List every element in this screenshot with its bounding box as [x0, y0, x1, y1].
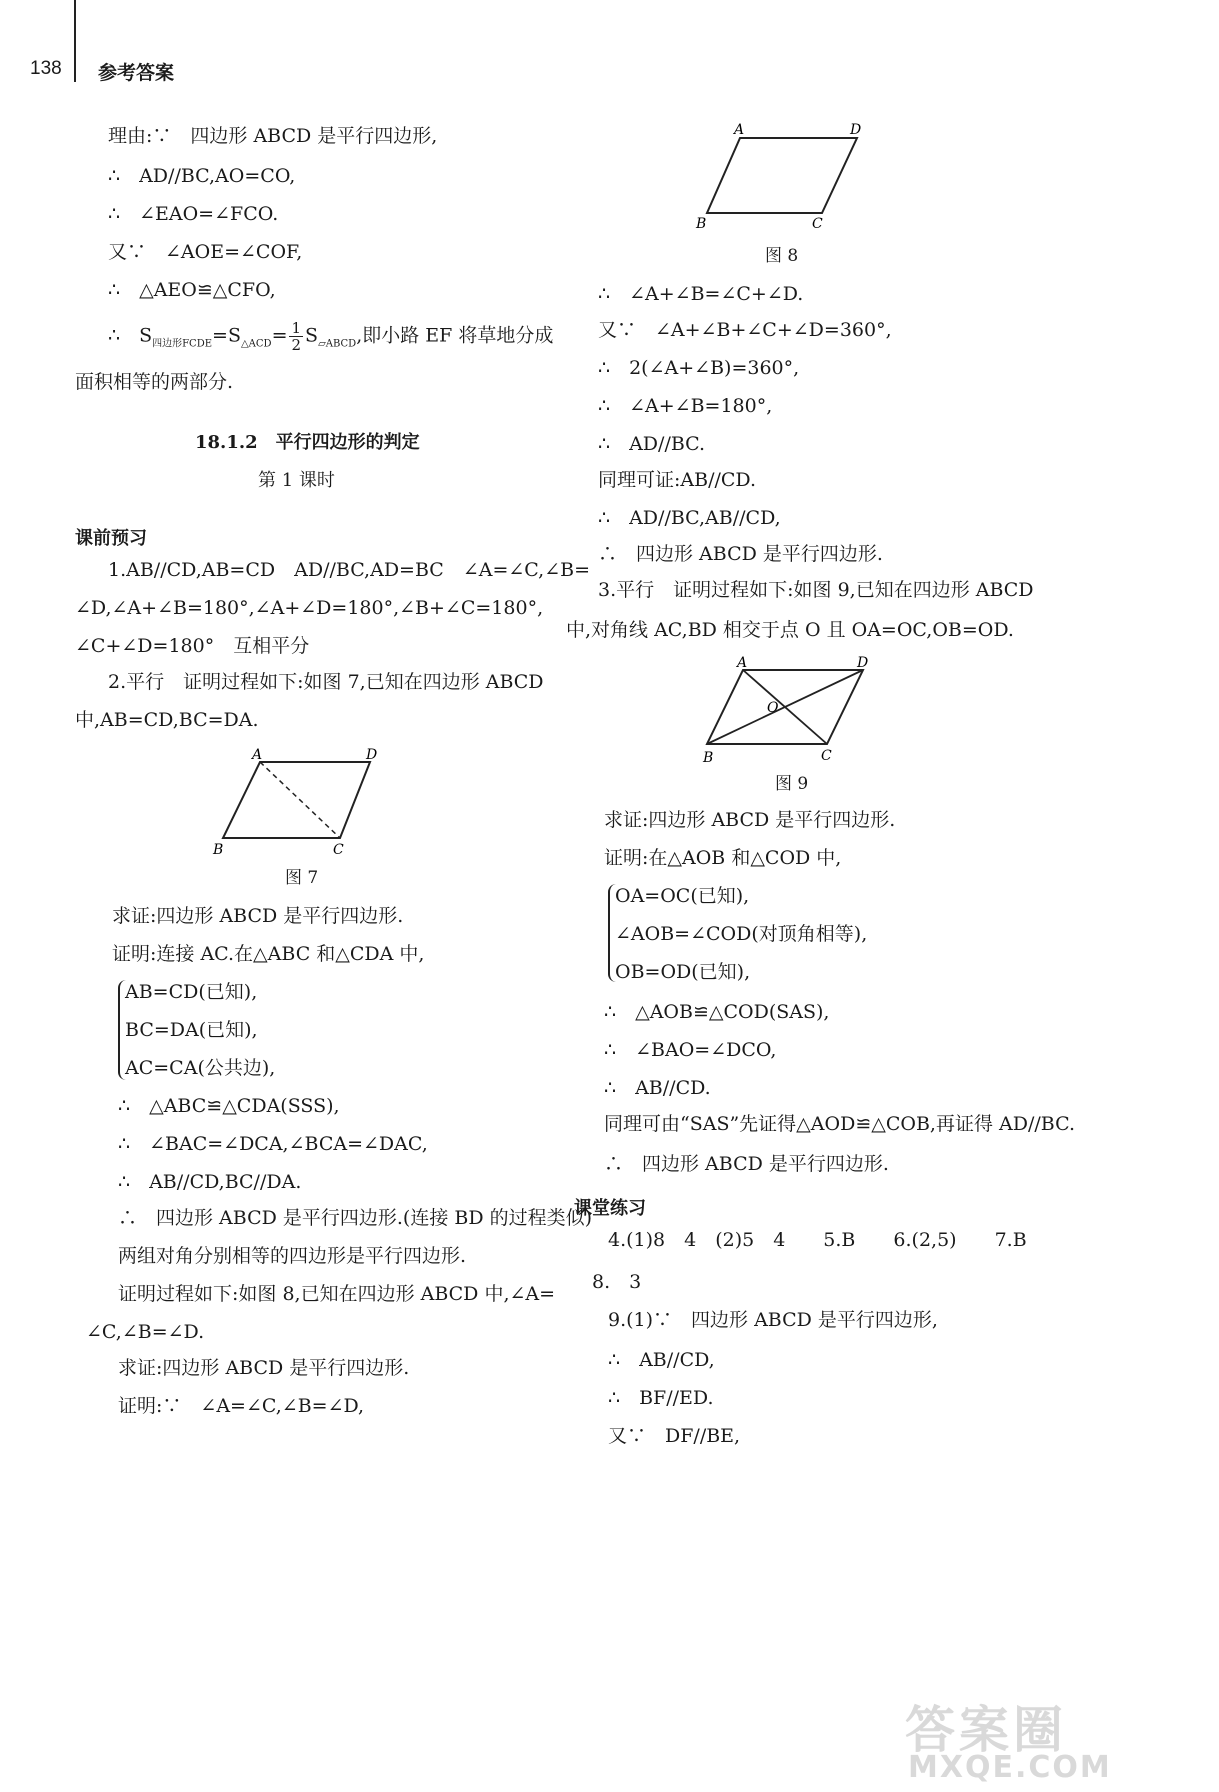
brace-line: OB=OD(已知),: [615, 961, 751, 983]
label-o: O: [767, 700, 779, 716]
figure-caption: 图 7: [285, 868, 319, 888]
text-line: ∴ 四边形 ABCD 是平行四边形.: [604, 1153, 889, 1175]
watermark-url: MXQE.COM: [908, 1750, 1112, 1785]
brace-line: AC=CA(公共边),: [125, 1057, 276, 1079]
text-line: 证明:在△AOB 和△COD 中,: [604, 847, 842, 869]
text-line: ∴ △AEO≌△CFO,: [108, 279, 276, 301]
text-line: 8. 3: [592, 1271, 642, 1293]
text-line: 9.(1)∵ 四边形 ABCD 是平行四边形,: [608, 1309, 938, 1331]
text-line: ∠C+∠D=180° 互相平分: [75, 635, 310, 657]
formula-part: ,即小路 EF 将草地分成: [356, 324, 554, 347]
text-line: 求证:四边形 ABCD 是平行四边形.: [118, 1357, 410, 1379]
text-line: 1.AB//CD,AB=CD AD//BC,AD=BC ∠A=∠C,∠B=: [108, 559, 591, 581]
formula-part: =S: [212, 324, 241, 347]
watermark-logo: 答案圈: [905, 1701, 1067, 1759]
text-line: ∴ AD//BC,AO=CO,: [108, 165, 296, 187]
text-line: 又∵ ∠AOE=∠COF,: [108, 241, 303, 263]
text-line: 又∵ ∠A+∠B+∠C+∠D=360°,: [598, 319, 892, 341]
text-line: 证明:∵ ∠A=∠C,∠B=∠D,: [118, 1395, 365, 1417]
figure-caption: 图 8: [765, 246, 799, 266]
text-line: ∴ ∠BAO=∠DCO,: [604, 1039, 777, 1061]
parallelogram: [223, 762, 370, 838]
text-line: ∴ △AOB≌△COD(SAS),: [604, 1001, 830, 1023]
section-title: 参考答案: [98, 62, 175, 84]
area-formula: [108, 320, 553, 356]
label-c: C: [821, 748, 832, 764]
label-a: A: [737, 655, 748, 671]
brace-line: BC=DA(已知),: [125, 1019, 258, 1041]
header-divider: [74, 0, 76, 82]
text-line: 证明:连接 AC.在△ABC 和△CDA 中,: [112, 943, 425, 965]
text-line: ∠C,∠B=∠D.: [86, 1321, 205, 1343]
section-heading: 课堂练习: [574, 1198, 646, 1219]
text-line: ∴ △ABC≌△CDA(SSS),: [118, 1095, 340, 1117]
brace-line: ∠AOB=∠COD(对顶角相等),: [615, 923, 868, 945]
brace-line: OA=OC(已知),: [615, 885, 750, 907]
label-b: B: [703, 750, 714, 766]
text-line: 求证:四边形 ABCD 是平行四边形.: [112, 905, 404, 927]
figure-9: [695, 652, 885, 770]
text-line: ∴ ∠A+∠B=∠C+∠D.: [598, 283, 804, 305]
text-line: ∴ AD//BC.: [598, 433, 706, 455]
fraction-numerator: 1: [291, 319, 302, 337]
label-c: C: [812, 216, 823, 232]
label-d: D: [366, 747, 378, 763]
label-a: A: [734, 122, 745, 138]
fraction: [289, 320, 303, 353]
page-number: 138: [30, 58, 62, 79]
label-a: A: [252, 747, 263, 763]
diagonal-bd: [707, 670, 863, 744]
text-line: ∴ AB//CD,: [608, 1349, 715, 1371]
text-line: 中,AB=CD,BC=DA.: [75, 709, 259, 731]
text-line: ∴ BF//ED.: [608, 1387, 714, 1409]
fraction-denominator: 2: [291, 336, 302, 354]
text-line: ∴ AD//BC,AB//CD,: [598, 507, 781, 529]
diagonal-ac: [260, 762, 340, 838]
text-line: 面积相等的两部分.: [75, 371, 234, 393]
text-line: 中,对角线 AC,BD 相交于点 O 且 OA=OC,OB=OD.: [566, 619, 1014, 641]
text-line: 同理可证:AB//CD.: [598, 469, 757, 491]
section-heading: 课前预习: [75, 528, 147, 549]
label-d: D: [857, 655, 869, 671]
figure-7: [205, 742, 395, 862]
text-line: 同理可由“SAS”先证得△AOD≌△COB,再证得 AD//BC.: [604, 1113, 1075, 1135]
label-b: B: [213, 842, 224, 858]
formula-sub: ▱ABCD: [318, 338, 357, 350]
text-line: 3.平行 证明过程如下:如图 9,已知在四边形 ABCD: [598, 579, 1034, 601]
formula-sub: △ACD: [240, 338, 272, 350]
label-d: D: [850, 122, 862, 138]
formula-part: ∴ S: [108, 324, 153, 347]
subheading: 第 1 课时: [258, 470, 335, 491]
text-line: 两组对角分别相等的四边形是平行四边形.: [118, 1245, 467, 1267]
parallelogram: [707, 138, 857, 213]
formula-part: =: [271, 324, 288, 347]
text-line: ∴ 四边形 ABCD 是平行四边形.: [598, 543, 883, 565]
text-line: ∴ ∠EAO=∠FCO.: [108, 203, 279, 225]
text-line: ∠D,∠A+∠B=180°,∠A+∠D=180°,∠B+∠C=180°,: [75, 597, 544, 619]
heading: 18.1.2 平行四边形的判定: [195, 432, 420, 453]
text-line: 证明过程如下:如图 8,已知在四边形 ABCD 中,∠A=: [118, 1283, 556, 1305]
text-line: ∴ AB//CD,BC//DA.: [118, 1171, 302, 1193]
text-line: ∴ 四边形 ABCD 是平行四边形.(连接 BD 的过程类似): [118, 1207, 593, 1229]
figure-caption: 图 9: [775, 774, 809, 794]
text-line: 4.(1)8 4 (2)5 4 5.B 6.(2,5) 7.B: [608, 1229, 1027, 1251]
text-line: ∴ ∠A+∠B=180°,: [598, 395, 773, 417]
text-line: 求证:四边形 ABCD 是平行四边形.: [604, 809, 896, 831]
text-line: ∴ ∠BAC=∠DCA,∠BCA=∠DAC,: [118, 1133, 428, 1155]
label-b: B: [696, 216, 707, 232]
formula-sub: 四边形FCDE: [152, 338, 213, 350]
figure-8: [692, 118, 872, 234]
label-c: C: [333, 842, 344, 858]
brace-line: AB=CD(已知),: [125, 981, 258, 1003]
text-line: ∴ AB//CD.: [604, 1077, 711, 1099]
text-line: 理由:∵ 四边形 ABCD 是平行四边形,: [108, 125, 438, 147]
text-line: ∴ 2(∠A+∠B)=360°,: [598, 357, 800, 379]
text-line: 又∵ DF//BE,: [608, 1425, 741, 1447]
formula-part: S: [305, 324, 319, 347]
text-line: 2.平行 证明过程如下:如图 7,已知在四边形 ABCD: [108, 671, 544, 693]
